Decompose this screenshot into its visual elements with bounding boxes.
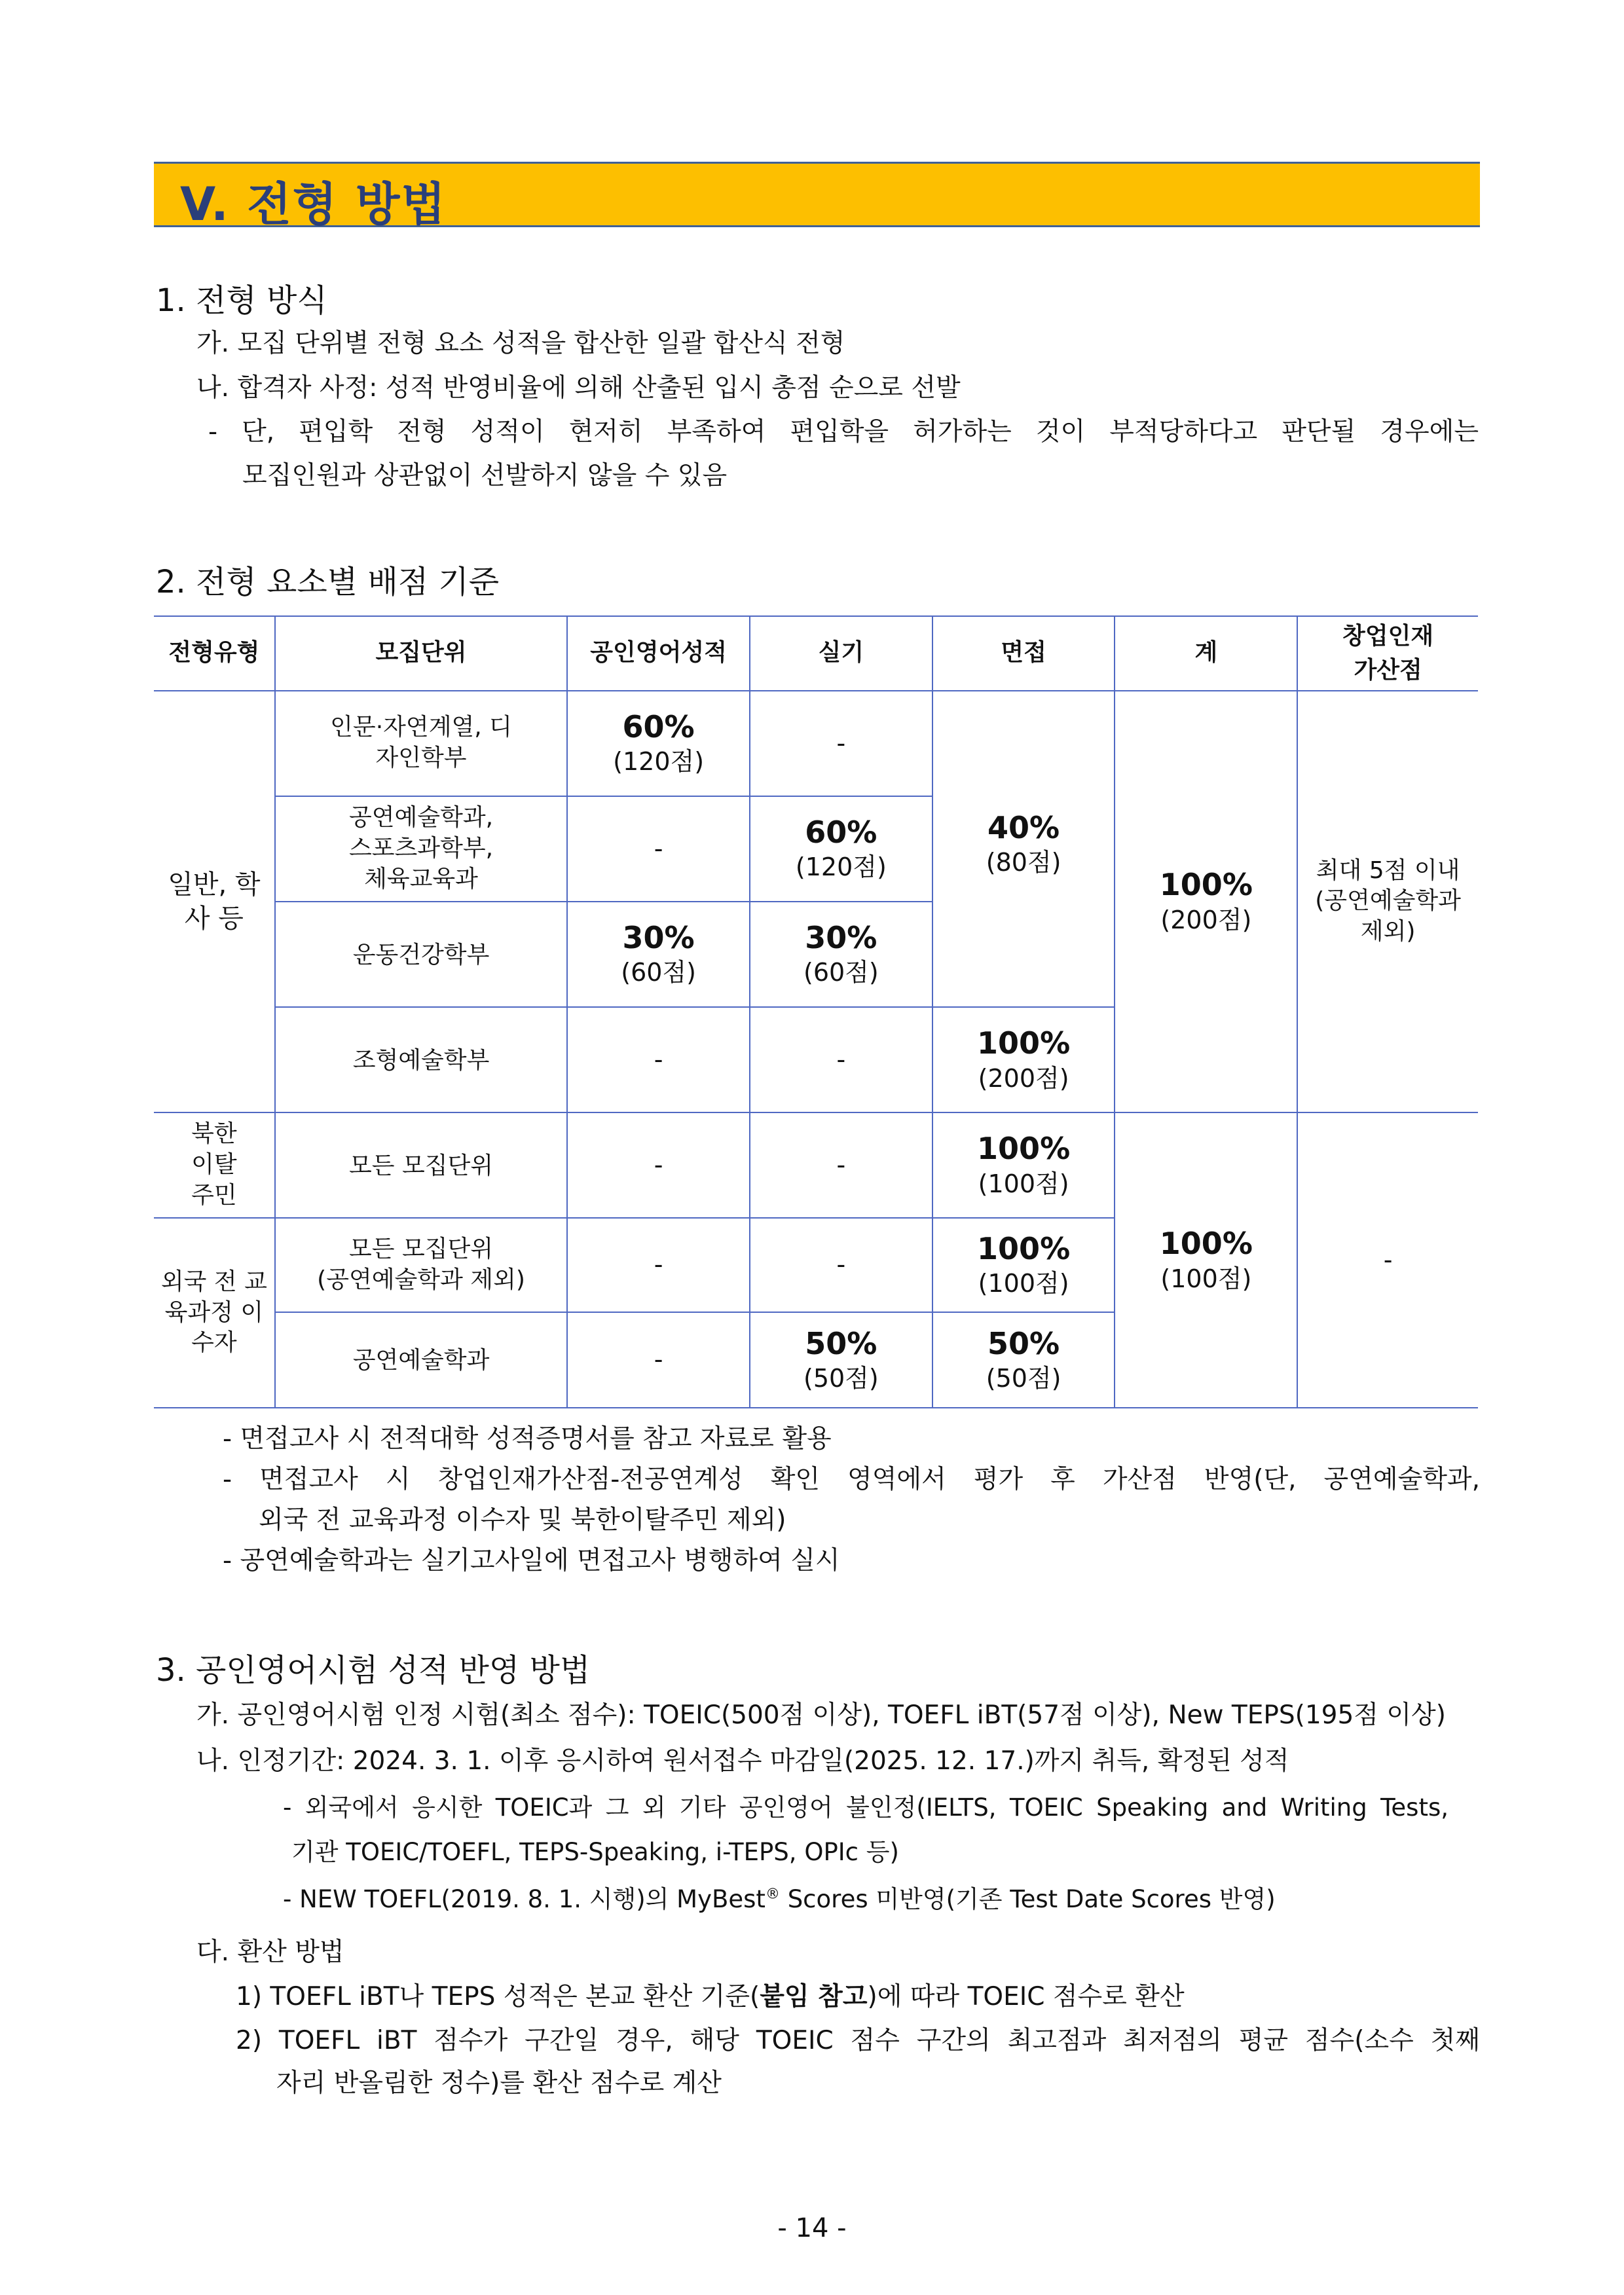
english-cell: 60% (120점) [567,691,750,796]
practical-cell: - [750,1218,932,1312]
s3-sub-1: - 외국에서 응시한 TOEIC과 그 외 기타 공인영어 불인정(IELTS, TOEIC Speaking and Writing Tests, [283,1793,1449,1822]
table-note-3: - 공연예술학과는 실기고사일에 면접고사 병행하여 실시 [223,1546,840,1575]
table-note-2-cont: 외국 전 교육과정 이수자 및 북한이탈주민 제외) [259,1505,786,1535]
s3-c2: 2) TOEFL iBT 점수가 구간일 경우, 해당 TOEIC 점수 구간의 최고점과 최저점의 평균 점수(소수 첫째 [236,2026,1480,2055]
english-cell: - [567,796,750,902]
unit-cell: 조형예술학부 [275,1007,567,1112]
s2-title: 2. 전형 요소별 배점 기준 [156,564,500,600]
s3-title: 3. 공인영어시험 성적 반영 방법 [156,1652,591,1689]
english-cell: - [567,1312,750,1408]
total-cell: 100% (200점) [1115,691,1297,1112]
header-total: 계 [1115,616,1297,691]
table-note-2: - 면접고사 시 창업인재가산점-전공연계성 확인 영역에서 평가 후 가산점 반영(단, 공연예술학과, [223,1465,1480,1494]
s3-item-a: 가. 공인영어시험 인정 시험(최소 점수): TOEIC(500점 이상), TOEFL iBT(57점 이상), New TEPS(195점 이상) [196,1700,1446,1730]
unit-cell: 모든 모집단위 [275,1112,567,1218]
table-note-1: - 면접고사 시 전적대학 성적증명서를 참고 자료로 활용 [223,1424,832,1454]
interview-cell: 100% (200점) [932,1007,1115,1112]
unit-cell: 인문·자연계열, 디자인학부 [275,691,567,796]
s3-item-c: 다. 환산 방법 [196,1937,344,1967]
interview-cell: 100% (100점) [932,1218,1115,1312]
total-cell: 100% (100점) [1115,1112,1297,1408]
s3-item-b: 나. 인정기간: 2024. 3. 1. 이후 응시하여 원서접수 마감일(2025. 12. 17.)까지 취득, 확정된 성적 [196,1746,1289,1776]
header-bonus: 창업인재 가산점 [1297,616,1478,691]
practical-cell: 50% (50점) [750,1312,932,1408]
section-banner [154,162,1480,231]
practical-cell: 60% (120점) [750,796,932,902]
unit-cell: 공연예술학과 [275,1312,567,1408]
s3-c1: 1) TOEFL iBT나 TEPS 성적은 본교 환산 기준(붙임 참고)에 따라 TOEIC 점수로 환산 [236,1982,1185,2011]
header-practical: 실기 [750,616,932,691]
s3-c2-cont: 자리 반올림한 정수)를 환산 점수로 계산 [276,2068,722,2098]
header-interview: 면접 [932,616,1115,691]
type-foreign: 외국 전 교육과정 이수자 [154,1218,275,1408]
type-nk: 북한 이탈 주민 [154,1112,275,1218]
s3-sub-1-cont: 기관 TOEIC/TOEFL, TEPS-Speaking, i-TEPS, OPIc 등) [291,1838,899,1866]
english-cell: - [567,1218,750,1312]
s1-item-a: 가. 모집 단위별 전형 요소 성적을 합산한 일괄 합산식 전형 [196,329,845,358]
unit-cell: 공연예술학과, 스포츠과학부, 체육교육과 [275,796,567,902]
section-title: V. 전형 방법 [180,177,447,231]
table-row [154,691,1478,796]
s1-note-line2: 모집인원과 상관없이 선발하지 않을 수 있음 [242,461,728,490]
header-type: 전형유형 [154,616,275,691]
practical-cell: - [750,1007,932,1112]
table-row [154,1112,1478,1218]
page-number: - 14 - [777,2213,847,2243]
criteria-table [154,615,1478,1408]
bonus-cell: - [1297,1112,1478,1408]
english-cell: - [567,1112,750,1218]
interview-cell: 50% (50점) [932,1312,1115,1408]
interview-cell: 40% (80점) [932,691,1115,1007]
s1-note-line1: - 단, 편입학 전형 성적이 현저히 부족하여 편입학을 허가하는 것이 부적당하다고 판단될 경우에는 [208,417,1479,447]
s1-item-b: 나. 합격자 사정: 성적 반영비율에 의해 산출된 입시 총점 순으로 선발 [196,373,961,403]
bonus-cell: 최대 5점 이내 (공연예술학과 제외) [1297,691,1478,1112]
english-cell: 30% (60점) [567,902,750,1007]
type-general: 일반, 학사 등 [154,691,275,1112]
interview-cell: 100% (100점) [932,1112,1115,1218]
unit-cell: 모든 모집단위 (공연예술학과 제외) [275,1218,567,1312]
practical-cell: - [750,691,932,796]
practical-cell: 30% (60점) [750,902,932,1007]
unit-cell: 운동건강학부 [275,902,567,1007]
s3-sub-2: - NEW TOEFL(2019. 8. 1. 시행)의 MyBest® Scores 미반영(기존 Test Date Scores 반영) [283,1885,1276,1913]
s1-title: 1. 전형 방식 [156,282,327,319]
header-english: 공인영어성적 [567,616,750,691]
practical-cell: - [750,1112,932,1218]
header-row [154,616,1478,691]
english-cell: - [567,1007,750,1112]
header-unit: 모집단위 [275,616,567,691]
